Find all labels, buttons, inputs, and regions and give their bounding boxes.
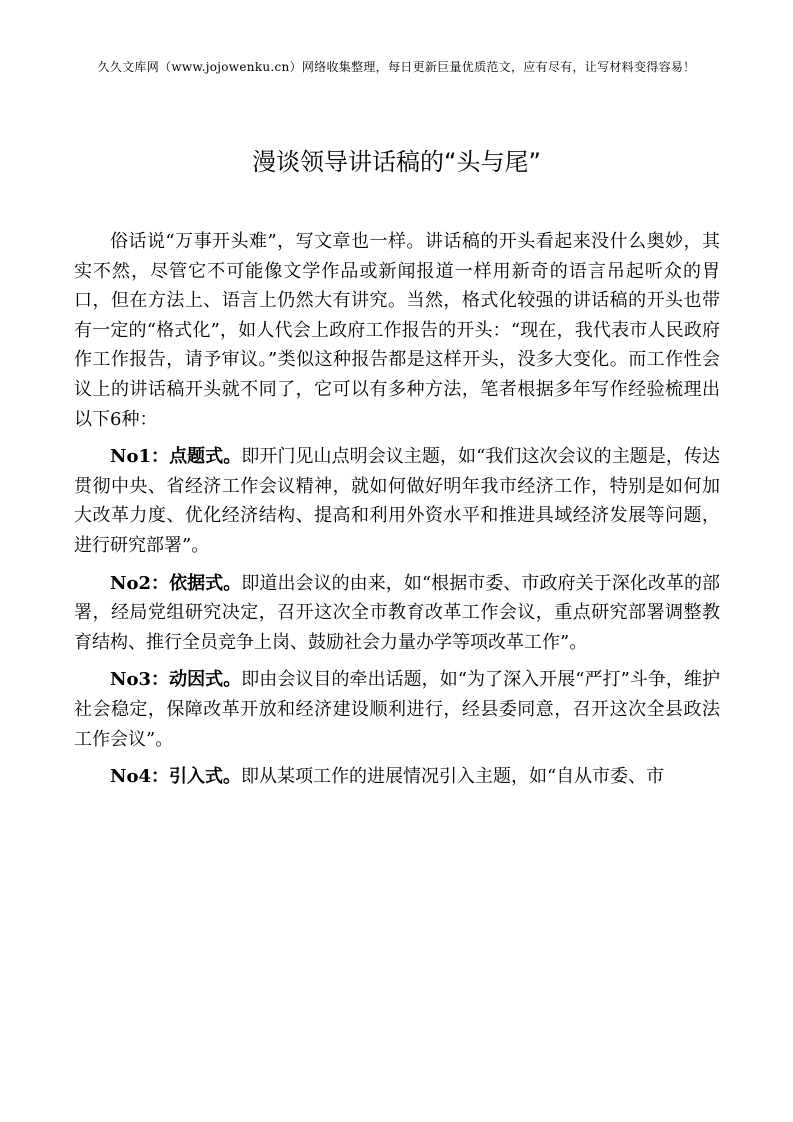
method-heading: No4：引入式。: [110, 766, 241, 788]
method-heading: No1：点题式。: [110, 446, 242, 468]
method-paragraph-2: [74, 569, 720, 658]
paragraph-text: 俗话说“万事开头难”，写文章也一样。讲话稿的开头看起来没什么奥妙，其实不然，尽管它不可能像文学作品或新闻报道一样用新奇的语言吊起听众的胃口，但在方法上、语言上仍然大有讲究。当然，格式化较强的讲话稿的开头也带有一定的“格式化”，如人代会上政府工作报告的开头：“现在，我代表市人民政府作工作报告，请予审议。”类似这种报告都是这样开头，没多大变化。而工作性会议上的讲话稿开头就不同了，它可以有多种方法，笔者根据多年写作经验梳理出以下6种：: [74, 231, 720, 430]
paragraph-text: 即开门见山点明会议主题，如“我们这次会议的主题是，传达贯彻中央、省经济工作会议精神，就如何做好明年我市经济工作，特别是如何加大改革力度、优化经济结构、提高和利用外资水平和推进具域经济发展等问题，进行研究部署”。: [74, 446, 721, 556]
method-heading: No2：依据式。: [110, 572, 242, 594]
method-paragraph-4: [74, 762, 720, 792]
page-header: 久久文库网（www.jojowenku.cn）网络收集整理，每日更新巨量优质范文，应有尽有，让写材料变得容易！: [97, 60, 696, 74]
method-paragraph-1: [74, 442, 720, 560]
paragraph-text: 即由会议目的牵出话题，如“为了深入开展“严打”斗争，维护社会稳定，保障改革开放和经济建设顺利进行，经县委同意，召开这次全县政法工作会议”。: [74, 669, 721, 750]
method-heading: No3：动因式。: [110, 669, 242, 691]
paragraph-text: 即道出会议的由来，如“根据市委、市政府关于深化改革的部署，经局党组研究决定，召开这次全市教育改革工作会议，重点研究部署调整教育结构、推行全员竞争上岗、鼓励社会力量办学等项改革工作”。: [74, 572, 721, 653]
method-paragraph-3: [74, 665, 720, 754]
page-title: 漫谈领导讲话稿的“头与尾”: [252, 148, 541, 176]
paragraph-text: 即从某项工作的进展情况引入主题，如“自从市委、市: [240, 766, 665, 788]
article-body: [74, 227, 720, 800]
intro-paragraph: [74, 227, 720, 434]
